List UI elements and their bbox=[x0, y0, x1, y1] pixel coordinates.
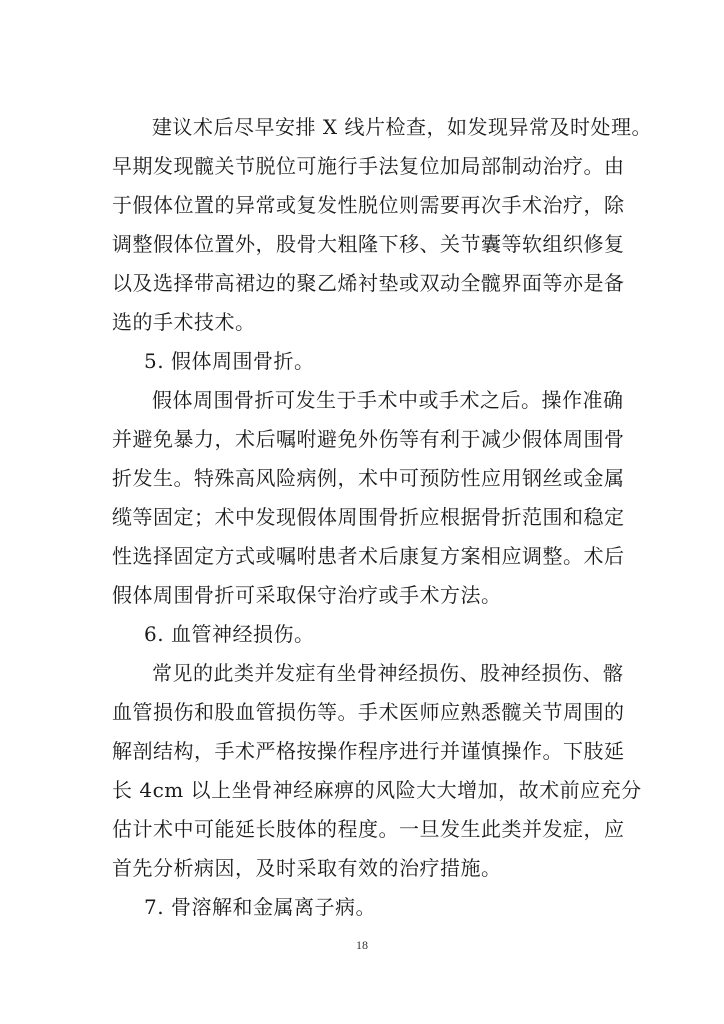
paragraph-line: 假体周围骨折可发生于手术中或手术之后。操作准确 bbox=[152, 388, 624, 412]
paragraph-line: 估计术中可能延长肢体的程度。一旦发生此类并发症，应 bbox=[112, 817, 625, 841]
paragraph-line: 早期发现髋关节脱位可施行手法复位加局部制动治疗。由 bbox=[112, 154, 625, 178]
paragraph-line: 折发生。特殊高风险病例，术中可预防性应用钢丝或金属 bbox=[112, 466, 625, 490]
paragraph-line: 选的手术技术。 bbox=[112, 310, 256, 334]
paragraph-line: 长 4cm 以上坐骨神经麻痹的风险大大增加，故术前应充分 bbox=[112, 778, 642, 802]
paragraph-line: 解剖结构，手术严格按操作程序进行并谨慎操作。下肢延 bbox=[112, 739, 625, 763]
paragraph-line: 性选择固定方式或嘱咐患者术后康复方案相应调整。术后 bbox=[112, 544, 625, 568]
paragraph-line: 假体周围骨折可采取保守治疗或手术方法。 bbox=[112, 583, 502, 607]
paragraph-line: 建议术后尽早安排 X 线片检查，如发现异常及时处理。 bbox=[152, 115, 652, 139]
document-page bbox=[112, 108, 652, 927]
paragraph-line: 血管损伤和股血管损伤等。手术医师应熟悉髋关节周围的 bbox=[112, 700, 625, 724]
paragraph-line: 缆等固定；术中发现假体周围骨折应根据骨折范围和稳定 bbox=[112, 505, 625, 529]
paragraph-line: 首先分析病因，及时采取有效的治疗措施。 bbox=[112, 856, 502, 880]
paragraph-line: 以及选择带高裙边的聚乙烯衬垫或双动全髋界面等亦是备 bbox=[112, 271, 625, 295]
paragraph-line: 并避免暴力，术后嘱咐避免外伤等有利于减少假体周围骨 bbox=[112, 427, 625, 451]
page-number: 18 bbox=[356, 938, 368, 952]
section-heading-7: 7. 骨溶解和金属离子病。 bbox=[144, 895, 376, 919]
paragraph-line: 于假体位置的异常或复发性脱位则需要再次手术治疗，除 bbox=[112, 193, 625, 217]
section-heading-6: 6. 血管神经损伤。 bbox=[144, 622, 315, 646]
section-heading-5: 5. 假体周围骨折。 bbox=[144, 349, 315, 373]
paragraph-line: 常见的此类并发症有坐骨神经损伤、股神经损伤、髂 bbox=[152, 661, 624, 685]
paragraph-line: 调整假体位置外，股骨大粗隆下移、关节囊等软组织修复 bbox=[112, 232, 625, 256]
